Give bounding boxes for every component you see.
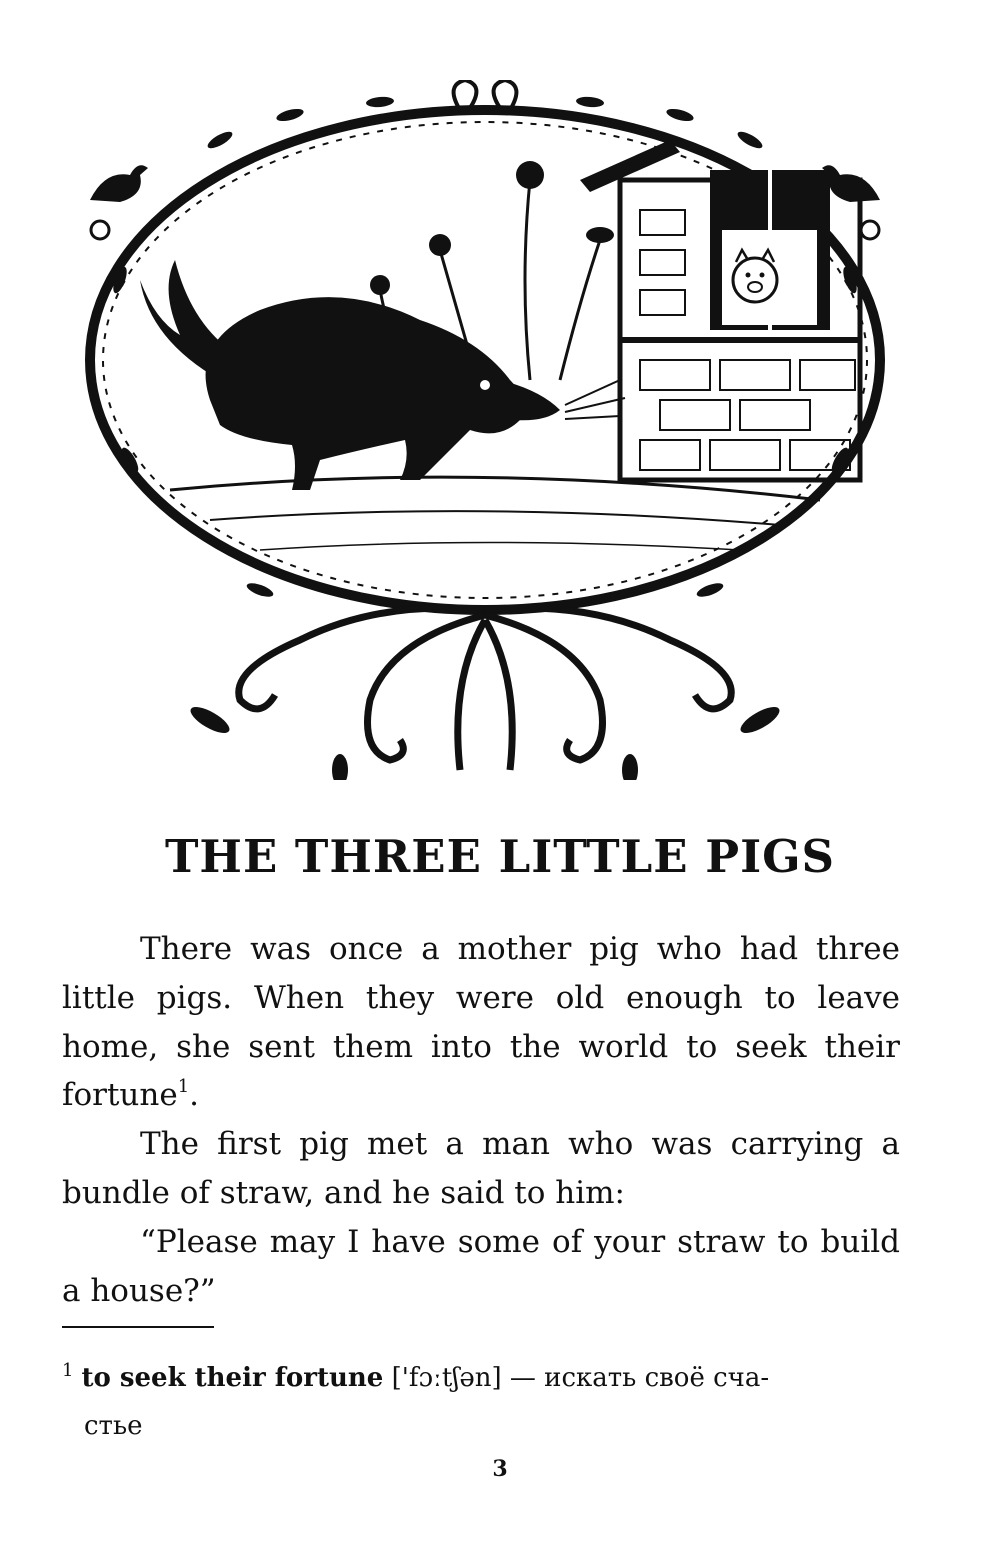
page-number: 3 <box>492 1456 508 1482</box>
paragraph-text: There was once a mother pig who had three little pigs. When they were old enough to leave home, she sent them into the world to seek their fortune <box>62 931 900 1114</box>
footnote-dash: — <box>509 1363 536 1393</box>
paragraph <box>62 925 900 1120</box>
paragraph: “Please may I have some of your straw to build a house?” <box>62 1223 900 1309</box>
footnote-ref[interactable]: 1 <box>177 1076 190 1098</box>
footnote-transcription: ['fɔːtʃən] <box>391 1363 502 1393</box>
story-title: THE THREE LITTLE PIGS <box>164 830 836 883</box>
footnote-divider <box>62 1326 214 1328</box>
wolf-blowing-at-brick-house-illustration <box>60 80 910 780</box>
footnote-translation-continued: стье <box>84 1411 143 1441</box>
footnote-translation: искать своё сча- <box>544 1363 770 1393</box>
footnote <box>62 1347 900 1450</box>
paragraph: The first pig met a man who was carrying a bundle of straw, and he said to him: <box>62 1126 900 1211</box>
paragraph-end: . <box>189 1077 200 1114</box>
story-text <box>62 925 900 1315</box>
footnote-term: to seek their fortune <box>81 1363 384 1393</box>
footnote-number: 1 <box>62 1360 74 1381</box>
